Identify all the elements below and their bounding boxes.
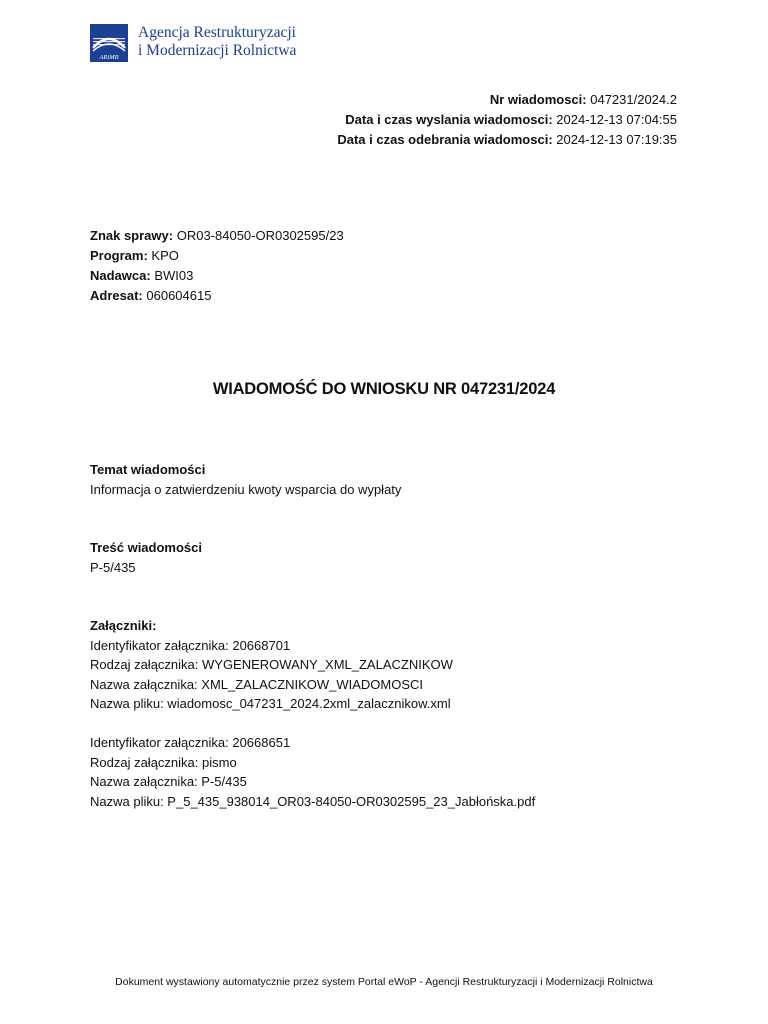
case-info xyxy=(90,226,344,306)
case-label: Nadawca: xyxy=(90,268,151,283)
case-label: Adresat: xyxy=(90,288,143,303)
recipient-row xyxy=(90,286,344,306)
arimr-logo xyxy=(90,24,296,62)
received-datetime-row xyxy=(337,130,677,150)
case-value: 060604615 xyxy=(146,288,212,303)
content-heading: Treść wiadomości xyxy=(90,540,202,555)
content-section xyxy=(90,538,202,577)
subject-section xyxy=(90,460,401,499)
content-text: P-5/435 xyxy=(90,559,136,575)
attachment-file: Nazwa pliku: P_5_435_938014_OR03-84050-OR0302595_23_Jabłońska.pdf xyxy=(90,793,536,809)
message-number-row xyxy=(337,90,677,110)
case-label: Program: xyxy=(90,248,148,263)
case-label: Znak sprawy: xyxy=(90,228,174,243)
message-meta xyxy=(337,90,677,150)
case-value: KPO xyxy=(151,248,179,263)
case-value: BWI03 xyxy=(154,268,194,283)
attachment-item xyxy=(90,636,535,714)
logo-line-1: Agencja Restrukturyzacji xyxy=(138,24,296,41)
program-row xyxy=(90,246,344,266)
attachment-name: Nazwa załącznika: P-5/435 xyxy=(90,774,247,789)
meta-label: Data i czas wyslania wiadomosci: xyxy=(345,112,553,127)
sent-datetime-row xyxy=(337,110,677,130)
attachment-file: Nazwa pliku: wiadomosc_047231_2024.2xml_zalacznikow.xml xyxy=(90,696,451,711)
attachments-heading: Załączniki: xyxy=(90,618,157,633)
subject-heading: Temat wiadomości xyxy=(90,462,206,477)
logo-text xyxy=(138,24,296,60)
logo-line-2: i Modernizacji Rolnictwa xyxy=(138,42,297,59)
attachment-id: Identyfikator załącznika: 20668701 xyxy=(90,637,291,653)
attachment-item xyxy=(90,733,535,811)
logo-badge-text: ARiMR xyxy=(99,54,119,61)
case-number-row xyxy=(90,226,344,246)
meta-value: 2024-12-13 07:04:55 xyxy=(556,112,677,127)
attachment-name: Nazwa załącznika: XML_ZALACZNIKOW_WIADOMOSCI xyxy=(90,676,424,692)
subject-text: Informacja o zatwierdzeniu kwoty wsparcia do wypłaty xyxy=(90,481,402,497)
attachment-id: Identyfikator załącznika: 20668651 xyxy=(90,735,291,750)
case-value: OR03-84050-OR0302595/23 xyxy=(176,228,344,243)
attachment-type: Rodzaj załącznika: pismo xyxy=(90,754,237,770)
meta-value: 047231/2024.2 xyxy=(590,92,677,107)
meta-label: Nr wiadomosci: xyxy=(489,92,587,107)
meta-label: Data i czas odebrania wiadomosci: xyxy=(337,132,553,147)
meta-value: 2024-12-13 07:19:35 xyxy=(556,132,677,147)
sender-row xyxy=(90,266,344,286)
page-footer: Dokument wystawiony automatycznie przez system Portal eWoP - Agencji Restrukturyzacji i Modernizacji Rolnictwa xyxy=(115,976,653,988)
arimr-emblem-icon xyxy=(90,24,128,62)
attachments-section xyxy=(90,616,535,811)
attachment-type: Rodzaj załącznika: WYGENEROWANY_XML_ZALACZNIKOW xyxy=(90,657,453,672)
document-title: WIADOMOŚĆ DO WNIOSKU NR 047231/2024 xyxy=(212,380,556,398)
